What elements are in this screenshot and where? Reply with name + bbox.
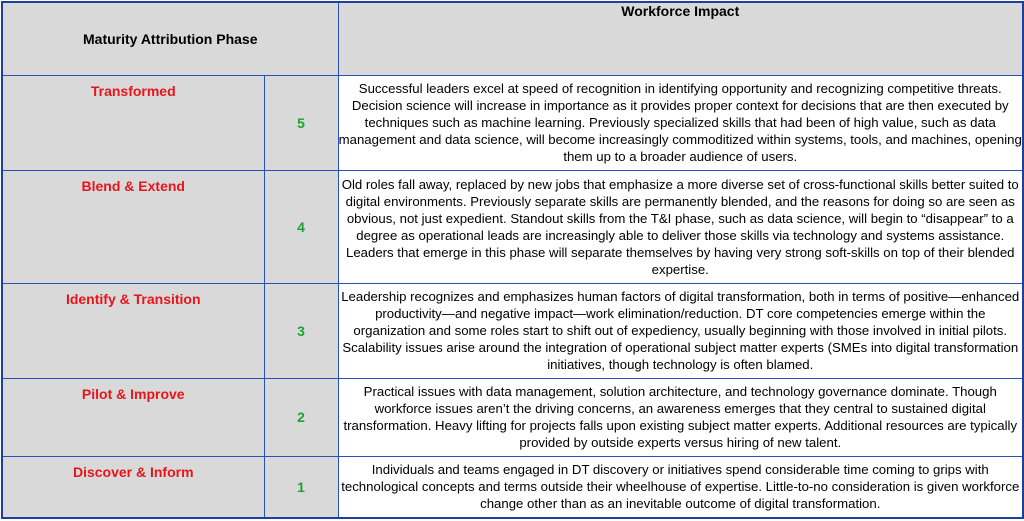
- level-number: 5: [264, 75, 338, 170]
- phase-cell: [2, 283, 264, 378]
- phase-cell: [2, 170, 264, 283]
- phase-name: Discover & Inform: [72, 463, 194, 480]
- table-row: [2, 378, 1023, 456]
- impact-text: Successful leaders excel at speed of recognition in identifying opportunity and recognizing competitive threats. Decision science will increase in importance as it provides proper context for decisions that are then executed by techniques such as machine learning. Previously specialized skills that had been of high value, such as data management and data science, will become increasingly commoditized within systems, tools, and machines, opening them up to a broader audience of users.: [338, 75, 1023, 170]
- level-number: 1: [264, 456, 338, 518]
- impact-text: Practical issues with data management, solution architecture, and technology governance dominate. Though workforce issues aren’t the driving concerns, an awareness emerges that they central to sustained digital transformation. Heavy lifting for projects falls upon existing subject matter experts. Additional resources are typically provided by outside experts versus hiring of new talent.: [338, 378, 1023, 456]
- table-row: [2, 456, 1023, 518]
- impact-text: Individuals and teams engaged in DT discovery or initiatives spend considerable time coming to grips with technological concepts and terms outside their wheelhouse of expertise. Little-to-no consideration is given workforce change other than as an inevitable outcome of digital transformation.: [338, 456, 1023, 518]
- phase-cell: [2, 378, 264, 456]
- table-header-row: [2, 2, 1023, 75]
- maturity-workforce-table: [1, 1, 1024, 519]
- impact-column-header: Workforce Impact: [338, 2, 1023, 75]
- phase-column-header: Maturity Attribution Phase: [2, 2, 338, 75]
- table-row: [2, 75, 1023, 170]
- table-row: [2, 170, 1023, 283]
- phase-name: Pilot & Improve: [81, 385, 185, 402]
- phase-name: Identify & Transition: [65, 290, 201, 307]
- phase-cell: [2, 75, 264, 170]
- phase-cell: [2, 456, 264, 518]
- level-number: 4: [264, 170, 338, 283]
- impact-text: Leadership recognizes and emphasizes human factors of digital transformation, both in terms of positive—enhanced productivity—and negative impact—work elimination/reduction. DT core competencies emerge within the organization and some roles start to shift out of expediency, usually beginning with those involved in initial pilots. Scalability issues arise around the integration of operational subject matter experts (SMEs into digital transformation initiatives, though technology is often blamed.: [338, 283, 1023, 378]
- phase-name: Transformed: [90, 82, 176, 99]
- level-number: 2: [264, 378, 338, 456]
- table-row: [2, 283, 1023, 378]
- phase-name: Blend & Extend: [81, 177, 185, 194]
- level-number: 3: [264, 283, 338, 378]
- impact-text: Old roles fall away, replaced by new jobs that emphasize a more diverse set of cross-functional skills better suited to digital environments. Previously separate skills are permanently blended, and the reasons for doing so are seen as obvious, not just expedient. Standout skills from the T&I phase, such as data science, will begin to “disappear” to a degree as operational leads are increasingly able to deliver those skills via technology and systems assistance. Leaders that emerge in this phase will separate themselves by having very strong soft-skills on top of their blended expertise.: [338, 170, 1023, 283]
